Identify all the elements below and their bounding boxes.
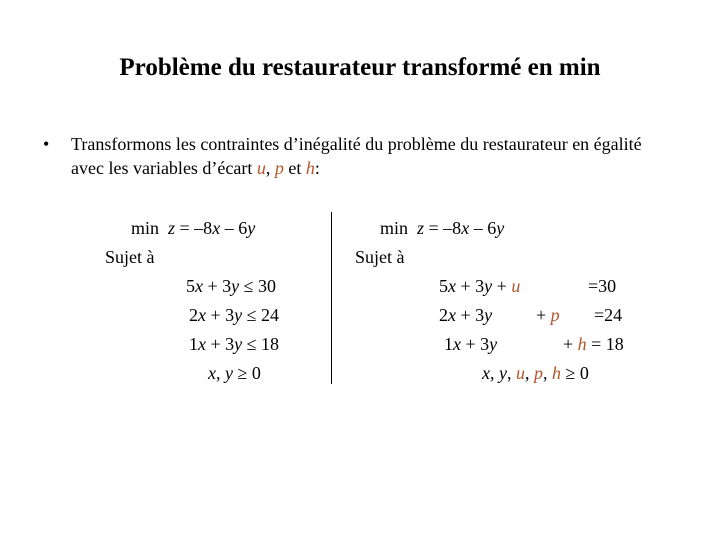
plus: + bbox=[536, 305, 551, 325]
comma: , bbox=[490, 363, 499, 383]
vertical-divider bbox=[331, 212, 332, 384]
var-x: x bbox=[198, 305, 206, 325]
min-keyword: min bbox=[131, 218, 160, 238]
right-constraint-2-lhs bbox=[439, 303, 492, 327]
coef: 2 bbox=[189, 305, 198, 325]
left-nonnegativity bbox=[208, 361, 261, 385]
slide-title: Problème du restaurateur transformé en min bbox=[119, 54, 601, 81]
right-constraint-2-slack bbox=[536, 303, 560, 327]
comma: , bbox=[507, 363, 516, 383]
left-constraint-1 bbox=[186, 274, 276, 298]
var-y: y bbox=[484, 276, 493, 296]
coef: + 3 bbox=[456, 276, 485, 296]
var-x: x bbox=[482, 363, 490, 383]
coef: 2 bbox=[439, 305, 448, 325]
var-y: y bbox=[499, 363, 507, 383]
bullet-sep: , bbox=[265, 158, 275, 178]
bullet-dot: • bbox=[43, 134, 50, 154]
var-x: x bbox=[448, 305, 456, 325]
right-nonnegativity bbox=[482, 361, 589, 385]
bullet-and: et bbox=[283, 158, 306, 178]
bullet-text-main: Transformons les contraintes d’inégalité du problème du restaurateur en égalité avec les variables d’écart bbox=[71, 134, 642, 178]
left-constraint-2 bbox=[189, 303, 279, 327]
slack-var-u: u bbox=[256, 158, 266, 178]
var-x: x bbox=[448, 276, 456, 296]
var-x: x bbox=[212, 218, 221, 238]
right-constraint-2-rhs: =24 bbox=[594, 305, 623, 325]
right-objective bbox=[380, 216, 504, 240]
left-subject-to: Sujet à bbox=[105, 247, 155, 267]
plus: + bbox=[563, 334, 578, 354]
right-constraint-3-lhs bbox=[444, 332, 497, 356]
coef: + 3 bbox=[206, 305, 235, 325]
slack-var-u: u bbox=[511, 276, 521, 296]
coef: + 3 bbox=[461, 334, 490, 354]
bullet-text bbox=[71, 132, 671, 180]
var-y: y bbox=[231, 276, 240, 296]
var-z: z bbox=[417, 218, 425, 238]
right-subject-to: Sujet à bbox=[355, 247, 405, 267]
rhs: ≤ 18 bbox=[242, 334, 280, 354]
rhs: = 18 bbox=[586, 334, 624, 354]
coef: 5 bbox=[439, 276, 448, 296]
coef: + 3 bbox=[456, 305, 485, 325]
coef: 5 bbox=[186, 276, 195, 296]
var-x: x bbox=[198, 334, 206, 354]
objective-eq: = –8 bbox=[175, 218, 213, 238]
right-constraint-1-rhs: =30 bbox=[588, 276, 617, 296]
var-y: y bbox=[496, 218, 505, 238]
slack-var-h: h bbox=[577, 334, 587, 354]
coef: + 3 bbox=[203, 276, 232, 296]
var-x: x bbox=[461, 218, 470, 238]
coef: 1 bbox=[189, 334, 198, 354]
slack-var-p: p bbox=[534, 363, 543, 383]
var-x: x bbox=[453, 334, 461, 354]
rhs: ≥ 0 bbox=[561, 363, 589, 383]
plus: + bbox=[492, 276, 512, 296]
comma: , bbox=[525, 363, 534, 383]
slack-var-h: h bbox=[552, 363, 561, 383]
var-x: x bbox=[195, 276, 203, 296]
var-z: z bbox=[168, 218, 176, 238]
min-keyword: min bbox=[380, 218, 409, 238]
left-objective bbox=[131, 216, 255, 240]
coef: 1 bbox=[444, 334, 453, 354]
var-y: y bbox=[489, 334, 498, 354]
objective-minus: – 6 bbox=[220, 218, 248, 238]
right-constraint-1-lhs bbox=[439, 274, 520, 298]
var-y: y bbox=[484, 305, 493, 325]
left-constraint-3 bbox=[189, 332, 279, 356]
var-y: y bbox=[234, 305, 243, 325]
bullet-colon: : bbox=[314, 158, 320, 178]
slack-var-u: u bbox=[516, 363, 525, 383]
coef: + 3 bbox=[206, 334, 235, 354]
right-constraint-3-slack bbox=[563, 332, 624, 356]
rhs: ≤ 30 bbox=[239, 276, 277, 296]
slack-var-p: p bbox=[274, 158, 284, 178]
var-y: y bbox=[225, 363, 233, 383]
comma: , bbox=[543, 363, 552, 383]
rhs: ≤ 24 bbox=[242, 305, 280, 325]
objective-eq: = –8 bbox=[424, 218, 462, 238]
comma: , bbox=[216, 363, 225, 383]
slack-var-h: h bbox=[305, 158, 315, 178]
objective-minus: – 6 bbox=[469, 218, 497, 238]
slack-var-p: p bbox=[550, 305, 560, 325]
var-y: y bbox=[247, 218, 256, 238]
var-x: x bbox=[208, 363, 216, 383]
rhs: ≥ 0 bbox=[233, 363, 261, 383]
var-y: y bbox=[234, 334, 243, 354]
